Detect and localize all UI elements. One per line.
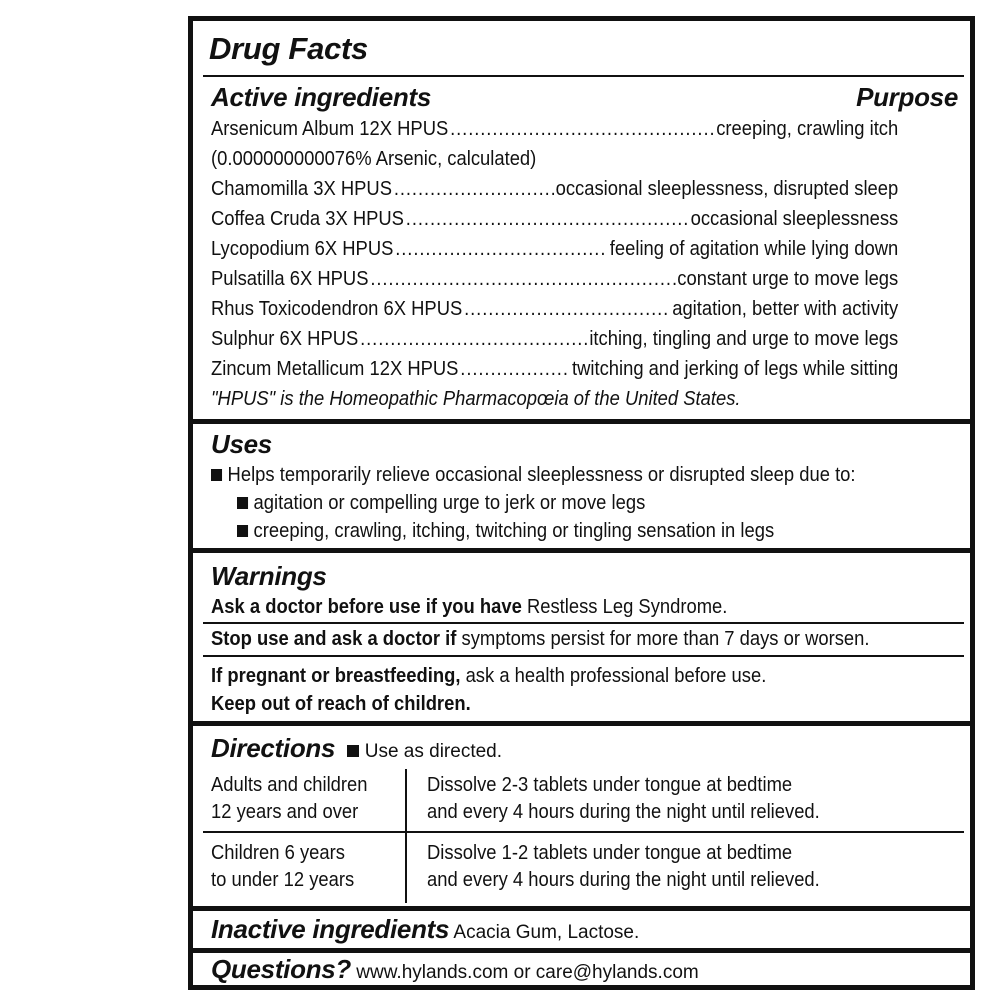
warning-keep-out: Keep out of reach of children. xyxy=(211,693,471,715)
ingredient-row: Chamomilla 3X HPUS ..... occasional sleeplessness, disrupted sleep xyxy=(211,177,898,201)
leader-dots xyxy=(394,177,554,201)
warning-stop-use: Stop use and ask a doctor if symptoms persist for more than 7 days or worsen. xyxy=(211,628,870,650)
directions-dose: Dissolve 2-3 tablets under tongue at bedtime and every 4 hours during the night until relieved. xyxy=(427,774,820,823)
directions-who: Adults and children 12 years and over xyxy=(211,774,368,823)
section-divider xyxy=(193,721,970,726)
ingredient-row: Coffea Cruda 3X HPUS ..... occasional sleeplessness xyxy=(211,207,898,231)
drug-facts-panel xyxy=(188,16,975,990)
warning-pregnant: If pregnant or breastfeeding, ask a health professional before use. xyxy=(211,665,767,687)
ingredient-row: Zincum Metallicum 12X HPUS ..... twitching and jerking of legs while sitting xyxy=(211,357,898,381)
divider xyxy=(203,655,964,657)
leader-dots xyxy=(406,207,689,231)
directions-note: Use as directed. xyxy=(341,741,502,762)
inactive-ingredients: Inactive ingredients Acacia Gum, Lactose. xyxy=(211,914,640,944)
questions: Questions? www.hylands.com or care@hylands.com xyxy=(211,954,699,984)
warnings-heading: Warnings xyxy=(211,561,327,591)
directions-column-divider xyxy=(405,769,407,837)
directions-who: Children 6 years to under 12 years xyxy=(211,842,355,891)
panel-title: Drug Facts xyxy=(209,31,368,66)
bullet-icon xyxy=(347,745,359,757)
arsenic-note: (0.000000000076% Arsenic, calculated) xyxy=(211,148,537,170)
active-ingredients-heading: Active ingredients xyxy=(211,82,431,112)
leader-dots xyxy=(450,117,714,141)
hpus-note: "HPUS" is the Homeopathic Pharmacopœia of the United States. xyxy=(211,388,741,410)
section-divider xyxy=(193,948,970,953)
warning-ask-doctor: Ask a doctor before use if you have Restless Leg Syndrome. xyxy=(211,596,728,618)
active-ingredients-header xyxy=(211,81,958,113)
uses-sub-item: creeping, crawling, itching, twitching or tingling sensation in legs xyxy=(237,519,900,543)
uses-heading: Uses xyxy=(211,429,272,459)
ingredient-row: Lycopodium 6X HPUS ..... feeling of agitation while lying down xyxy=(211,237,898,261)
leader-dots xyxy=(370,267,675,291)
uses-sub-item: agitation or compelling urge to jerk or move legs xyxy=(237,491,900,515)
leader-dots xyxy=(464,297,670,321)
divider xyxy=(203,622,964,624)
leader-dots xyxy=(395,237,608,261)
bullet-icon xyxy=(237,525,248,537)
ingredient-row: Pulsatilla 6X HPUS ..... constant urge to move legs xyxy=(211,267,898,291)
divider xyxy=(203,75,964,77)
inactive-heading: Inactive ingredients xyxy=(211,914,450,944)
directions-heading: Directions xyxy=(211,733,336,763)
directions-dose: Dissolve 1-2 tablets under tongue at bedtime and every 4 hours during the night until relieved. xyxy=(427,842,820,891)
section-divider xyxy=(193,906,970,911)
purpose-heading: Purpose xyxy=(856,82,958,112)
questions-heading: Questions? xyxy=(211,954,352,984)
leader-dots xyxy=(360,327,587,351)
section-divider xyxy=(193,548,970,553)
ingredient-row: Arsenicum Album 12X HPUS ..... creeping, crawling itch xyxy=(211,117,898,141)
directions-header xyxy=(211,733,958,767)
ingredient-row: Rhus Toxicodendron 6X HPUS ..... agitation, better with activity xyxy=(211,297,898,321)
leader-dots xyxy=(460,357,570,381)
ingredient-row: Sulphur 6X HPUS ..... itching, tingling and urge to move legs xyxy=(211,327,898,351)
divider xyxy=(203,831,964,833)
bullet-icon xyxy=(211,469,222,481)
uses-main: Helps temporarily relieve occasional sleeplessness or disrupted sleep due to: xyxy=(211,463,898,487)
section-divider xyxy=(193,419,970,424)
bullet-icon xyxy=(237,497,248,509)
directions-column-divider xyxy=(405,837,407,903)
